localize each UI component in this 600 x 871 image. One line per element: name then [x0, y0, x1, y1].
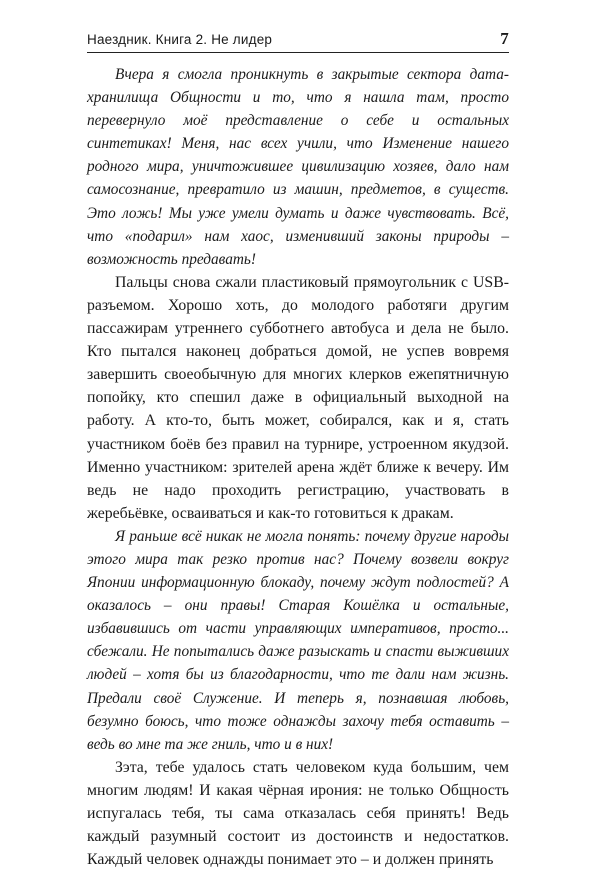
running-header — [87, 30, 509, 53]
italic-paragraph-1: Вчера я смогла проникнуть в закрытые сектора дата-хранилища Общности и то, что я нашла там, просто перевернуло моё представление о себе и остальных синтетиках! Меня, нас всех учили, что Изменение нашего родного мира, уничтожившее цивилизацию хозяев, дало нам самосознание, превратило из машин, предметов, в существ. Это ложь! Мы уже умели думать и даже чувствовать. Всё, что «подарил» нам хаос, изменивший законы природы – возможность предавать! — [87, 66, 509, 268]
running-title: Наездник. Книга 2. Не лидер — [87, 32, 273, 47]
book-page — [87, 30, 509, 871]
italic-paragraph-3: Я раньше всё никак не могла понять: почему другие народы этого мира так резко против нас? Почему возвели вокруг Японии информационную блокаду, почему ждут подлостей? А оказалось – они правы! Старая Кошёлка и остальные, избавившись от части управляющих императивов, просто... сбежали. Не попытались даже разыскать и спасти выживших людей – хотя бы из благодарности, что те дали нам жизнь. Предали своё Служение. И теперь я, познавшая любовь, безумно боюсь, что тоже однажды захочу тебя оставить – ведь во мне та же гниль, что и в них! — [87, 527, 509, 753]
page-number: 7 — [500, 29, 509, 48]
paragraph-4: Зэта, тебе удалось стать человеком куда большим, чем многим людям! И какая чёрная ирония: не только Общность испугалась тебя, ты сама отказалась себя принять! Ведь каждый разумный состоит из достоинств и недостатков. Каждый человек однажды понимает это – и должен принять — [87, 758, 509, 869]
paragraph-2: Пальцы снова сжали пластиковый прямоугольник с USB-разъемом. Хорошо хоть, до молодого работяги другим пассажирам утреннего субботнего автобуса и дела не было. Кто пытался наконец добраться домой, не успев вовремя завершить своеобычную для многих клерков ежепятничную попойку, кто спешил даже в официальный выходной на работу. А кто-то, быть может, собирался, как и я, стать участником боёв без правил на турнире, устроенном якудзой. Именно участником: зрителей арена ждёт ближе к вечеру. Им ведь не надо проходить регистрацию, участвовать в жеребьёвке, осваиваться и как-то готовиться к дракам. — [87, 273, 509, 522]
